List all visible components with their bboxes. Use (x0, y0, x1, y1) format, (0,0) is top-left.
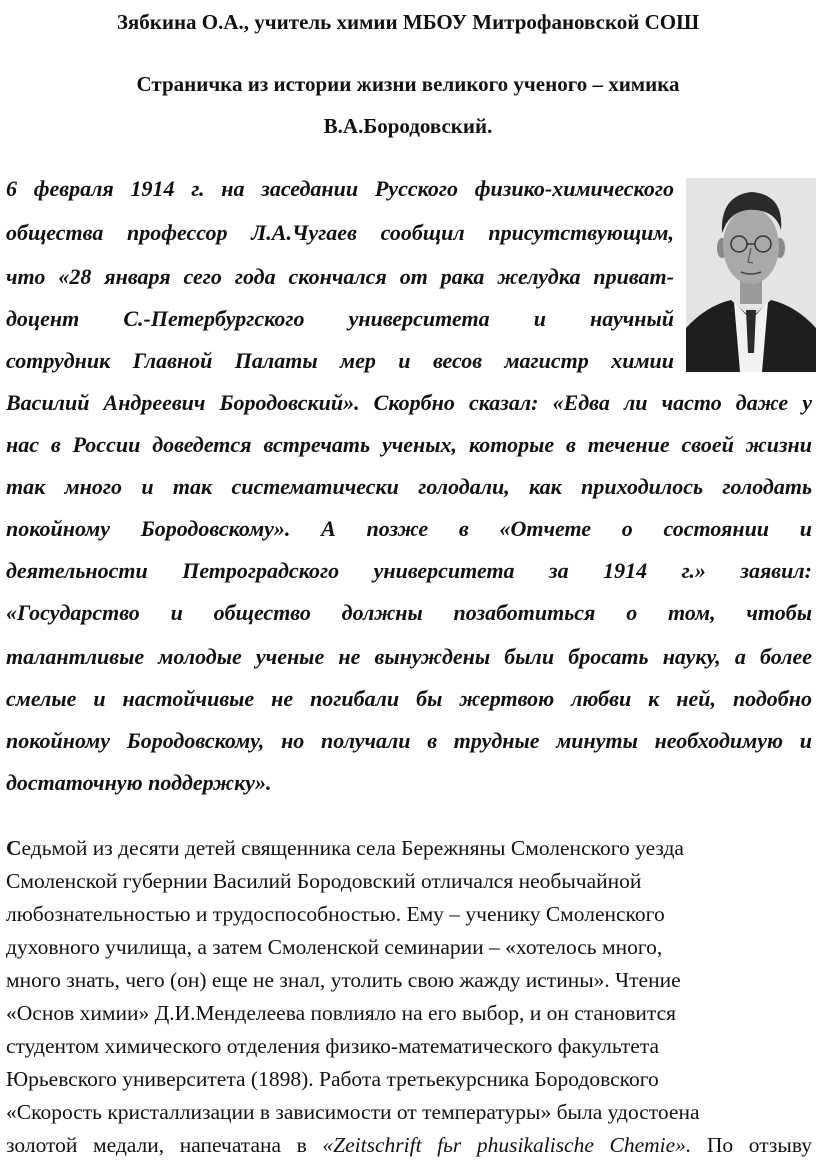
body-line: духовного училища, а затем Смоленской семинарии – «хотелось много, (6, 935, 663, 959)
body-line: любознательностью и трудоспособностью. Ему – ученику Смоленского (6, 902, 665, 926)
quote-line: «Государство и общество должны позаботиться о том, чтобы (6, 600, 812, 625)
quote-line: 6 февраля 1914 г. на заседании Русского физико-химического (6, 176, 674, 201)
body-line: студентом химического отделения физико-математического факультета (6, 1034, 660, 1058)
body-line: много знать, чего (он) еще не знал, утолить свою жажду истины». Чтение (6, 968, 681, 992)
quote-line: сотрудник Главной Палаты мер и весов магистр химии (6, 348, 674, 373)
quote-line: что «28 января сего года скончался от рака желудка приват- (6, 264, 674, 289)
author-line: Зябкина О.А., учитель химии МБОУ Митрофановской СОШ (116, 10, 700, 34)
quote-line: доцент С.-Петербургского университета и научный (6, 306, 674, 331)
drop-cap: С (6, 836, 22, 860)
body-line-text: По отзыву (691, 1133, 812, 1157)
quote-line: так много и так систематически голодали, как приходилось голодать (6, 474, 812, 499)
quote-line: общества профессор Л.А.Чугаев сообщил присутствующим, (6, 220, 674, 245)
quote-line: покойному Бородовскому». А позже в «Отчете о состоянии и (6, 516, 812, 541)
page-title: Страничка из истории жизни великого ученого – химика (136, 72, 680, 96)
quote-line: Василий Андреевич Бородовский». Скорбно сказал: «Едва ли часто даже у (6, 390, 812, 415)
page-subtitle: В.А.Бородовский. (323, 114, 493, 138)
body-line (6, 1131, 812, 1159)
body-line (6, 834, 812, 862)
quote-line: достаточную поддержку». (6, 770, 272, 795)
body-line-text: золотой медали, напечатана в (6, 1133, 323, 1157)
body-line: Смоленской губернии Василий Бородовский отличался необычайной (6, 869, 642, 893)
body-line: Юрьевского университета (1898). Работа третьекурсника Бородовского (6, 1067, 659, 1091)
portrait-photo (686, 178, 816, 372)
quote-line: деятельности Петроградского университета за 1914 г.» заявил: (6, 558, 812, 583)
quote-line: покойному Бородовскому, но получали в трудные минуты необходимую и (6, 728, 812, 753)
body-line-text: едьмой из десяти детей священника села Бережняны Смоленского уезда (21, 836, 684, 860)
journal-title: «Zeitschrift fьr phusikalische Chemie». (322, 1133, 692, 1157)
quote-line: нас в России доведется встречать ученых, которые в течение своей жизни (6, 432, 812, 457)
quote-line: смелые и настойчивые не погибали бы жертвою любви к ней, подобно (6, 686, 812, 711)
quote-line: талантливые молодые ученые не вынуждены были бросать науку, а более (6, 644, 812, 669)
body-line: «Скорость кристаллизации в зависимости от температуры» была удостоена (6, 1100, 700, 1124)
body-line: «Основ химии» Д.И.Менделеева повлияло на его выбор, и он становится (6, 1001, 677, 1025)
